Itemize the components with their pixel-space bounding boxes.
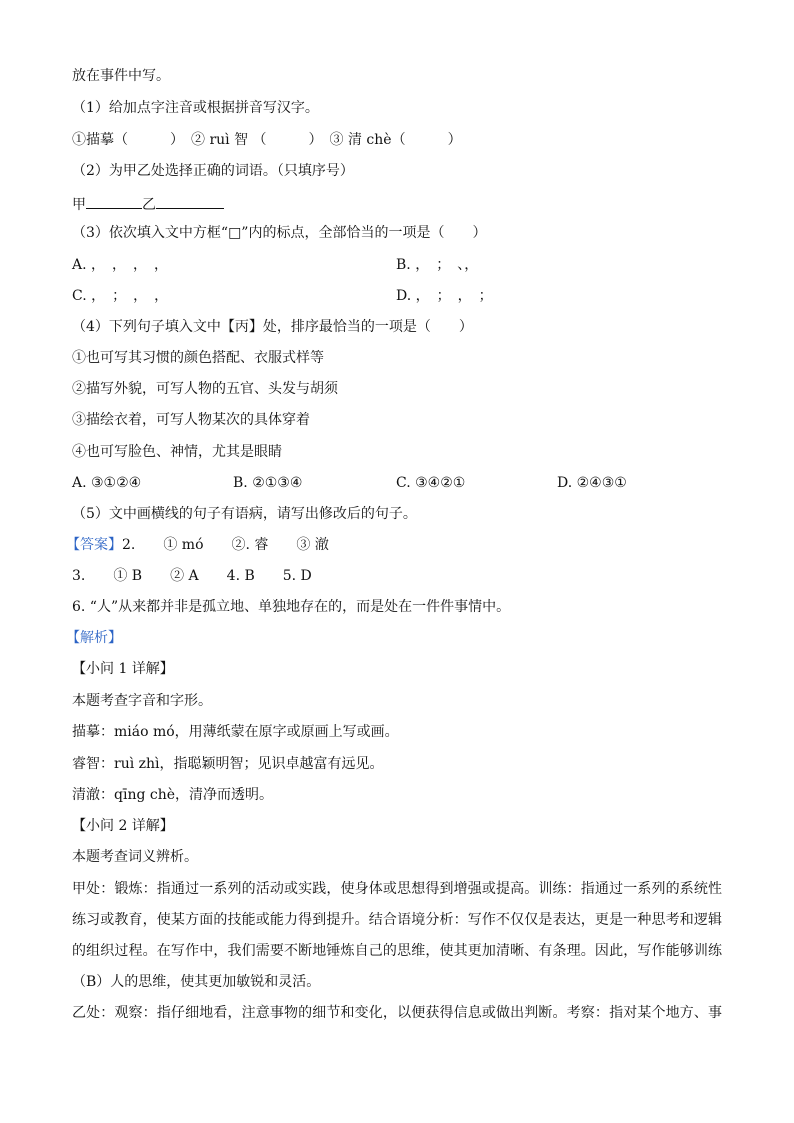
sentence-3: ③描绘衣着，可写人物某次的具体穿着: [72, 412, 310, 428]
paragraph: 清澈：qīng chè，清净而透明。: [72, 787, 274, 803]
sentence-1: ①也可写其习惯的颜色搭配、衣服式样等: [72, 350, 324, 366]
option-d: D. ， ； ， ；: [396, 288, 493, 304]
paragraph: 本题考查词义辨析。: [72, 849, 198, 865]
paragraph: （B）人的思维，使其更加敏锐和灵活。: [72, 974, 321, 990]
option-a: A. ， ， ， ，: [72, 257, 169, 273]
option-a: A. ③①②④: [72, 475, 142, 491]
answer-line-2: 3. ① B ② A 4. B 5. D: [72, 568, 312, 584]
question-2-blanks: [72, 194, 224, 214]
sentence-2: ②描写外貌，可写人物的五官、头发与胡须: [72, 381, 338, 397]
question-1-items: ①描摹（ ） ② ruì 智 （ ） ③ 清 chè（ ）: [72, 132, 462, 148]
sub-question-heading: 【小问 1 详解】: [72, 661, 174, 677]
paragraph: 甲处：锻炼：指通过一系列的活动或实践，使身体或思想得到增强或提高。训练：指通过一系列的系统性: [72, 881, 722, 897]
paragraph: 乙处：观察：指仔细地看，注意事物的细节和变化，以便获得信息或做出判断。考察：指对某个地方、事: [72, 1005, 722, 1021]
question-4: （4）下列句子填入文中【丙】处，排序最恰当的一项是（ ）: [72, 319, 473, 335]
option-d: D. ②④③①: [557, 475, 627, 491]
text-line: 放在事件中写。: [72, 68, 170, 84]
sub-question-heading: 【小问 2 详解】: [72, 818, 174, 834]
option-c: C. ③④②①: [396, 475, 466, 491]
answer-text: 2. ① mó ②. 睿 ③ 澈: [122, 537, 329, 553]
paragraph: 描摹：miáo mó，用薄纸蒙在原字或原画上写或画。: [72, 724, 399, 740]
analysis-label: 【解析】: [66, 630, 122, 646]
paragraph: 睿智：ruì zhì，指聪颖明智；见识卓越富有远见。: [72, 756, 384, 772]
question-2: （2）为甲乙处选择正确的词语。（只填序号）: [72, 163, 354, 179]
question-3: （3）依次填入文中方框“□”内的标点，全部恰当的一项是（ ）: [72, 225, 487, 241]
question-5: （5）文中画横线的句子有语病，请写出修改后的句子。: [72, 506, 417, 522]
answer-line-3: 6. “人”从来都并非是孤立地、单独地存在的，而是处在一件件事情中。: [72, 599, 511, 615]
paragraph: 的组织过程。在写作中，我们需要不断地锤炼自己的思维，使其更加清晰、有条理。因此，写作能够训练: [72, 943, 722, 959]
answer-blank-a: [86, 194, 142, 209]
answer-line: [66, 536, 329, 554]
blank-label-a: 甲: [72, 197, 86, 213]
sentence-4: ④也可写脸色、神情，尤其是眼睛: [72, 444, 282, 460]
answer-blank-b: [156, 194, 224, 209]
answer-label: 【答案】: [66, 537, 122, 553]
option-c: C. ， ； ， ，: [72, 288, 169, 304]
paragraph: 练习或教育，使某方面的技能或能力得到提升。结合语境分析：写作不仅仅是表达，更是一种思考和逻辑: [72, 912, 722, 928]
option-b: B. ， ； 、，: [396, 257, 479, 273]
blank-label-b: 乙: [142, 197, 156, 213]
question-1: （1）给加点字注音或根据拼音写汉字。: [72, 100, 319, 116]
option-b: B. ②①③④: [233, 475, 303, 491]
paragraph: 本题考查字音和字形。: [72, 693, 212, 709]
